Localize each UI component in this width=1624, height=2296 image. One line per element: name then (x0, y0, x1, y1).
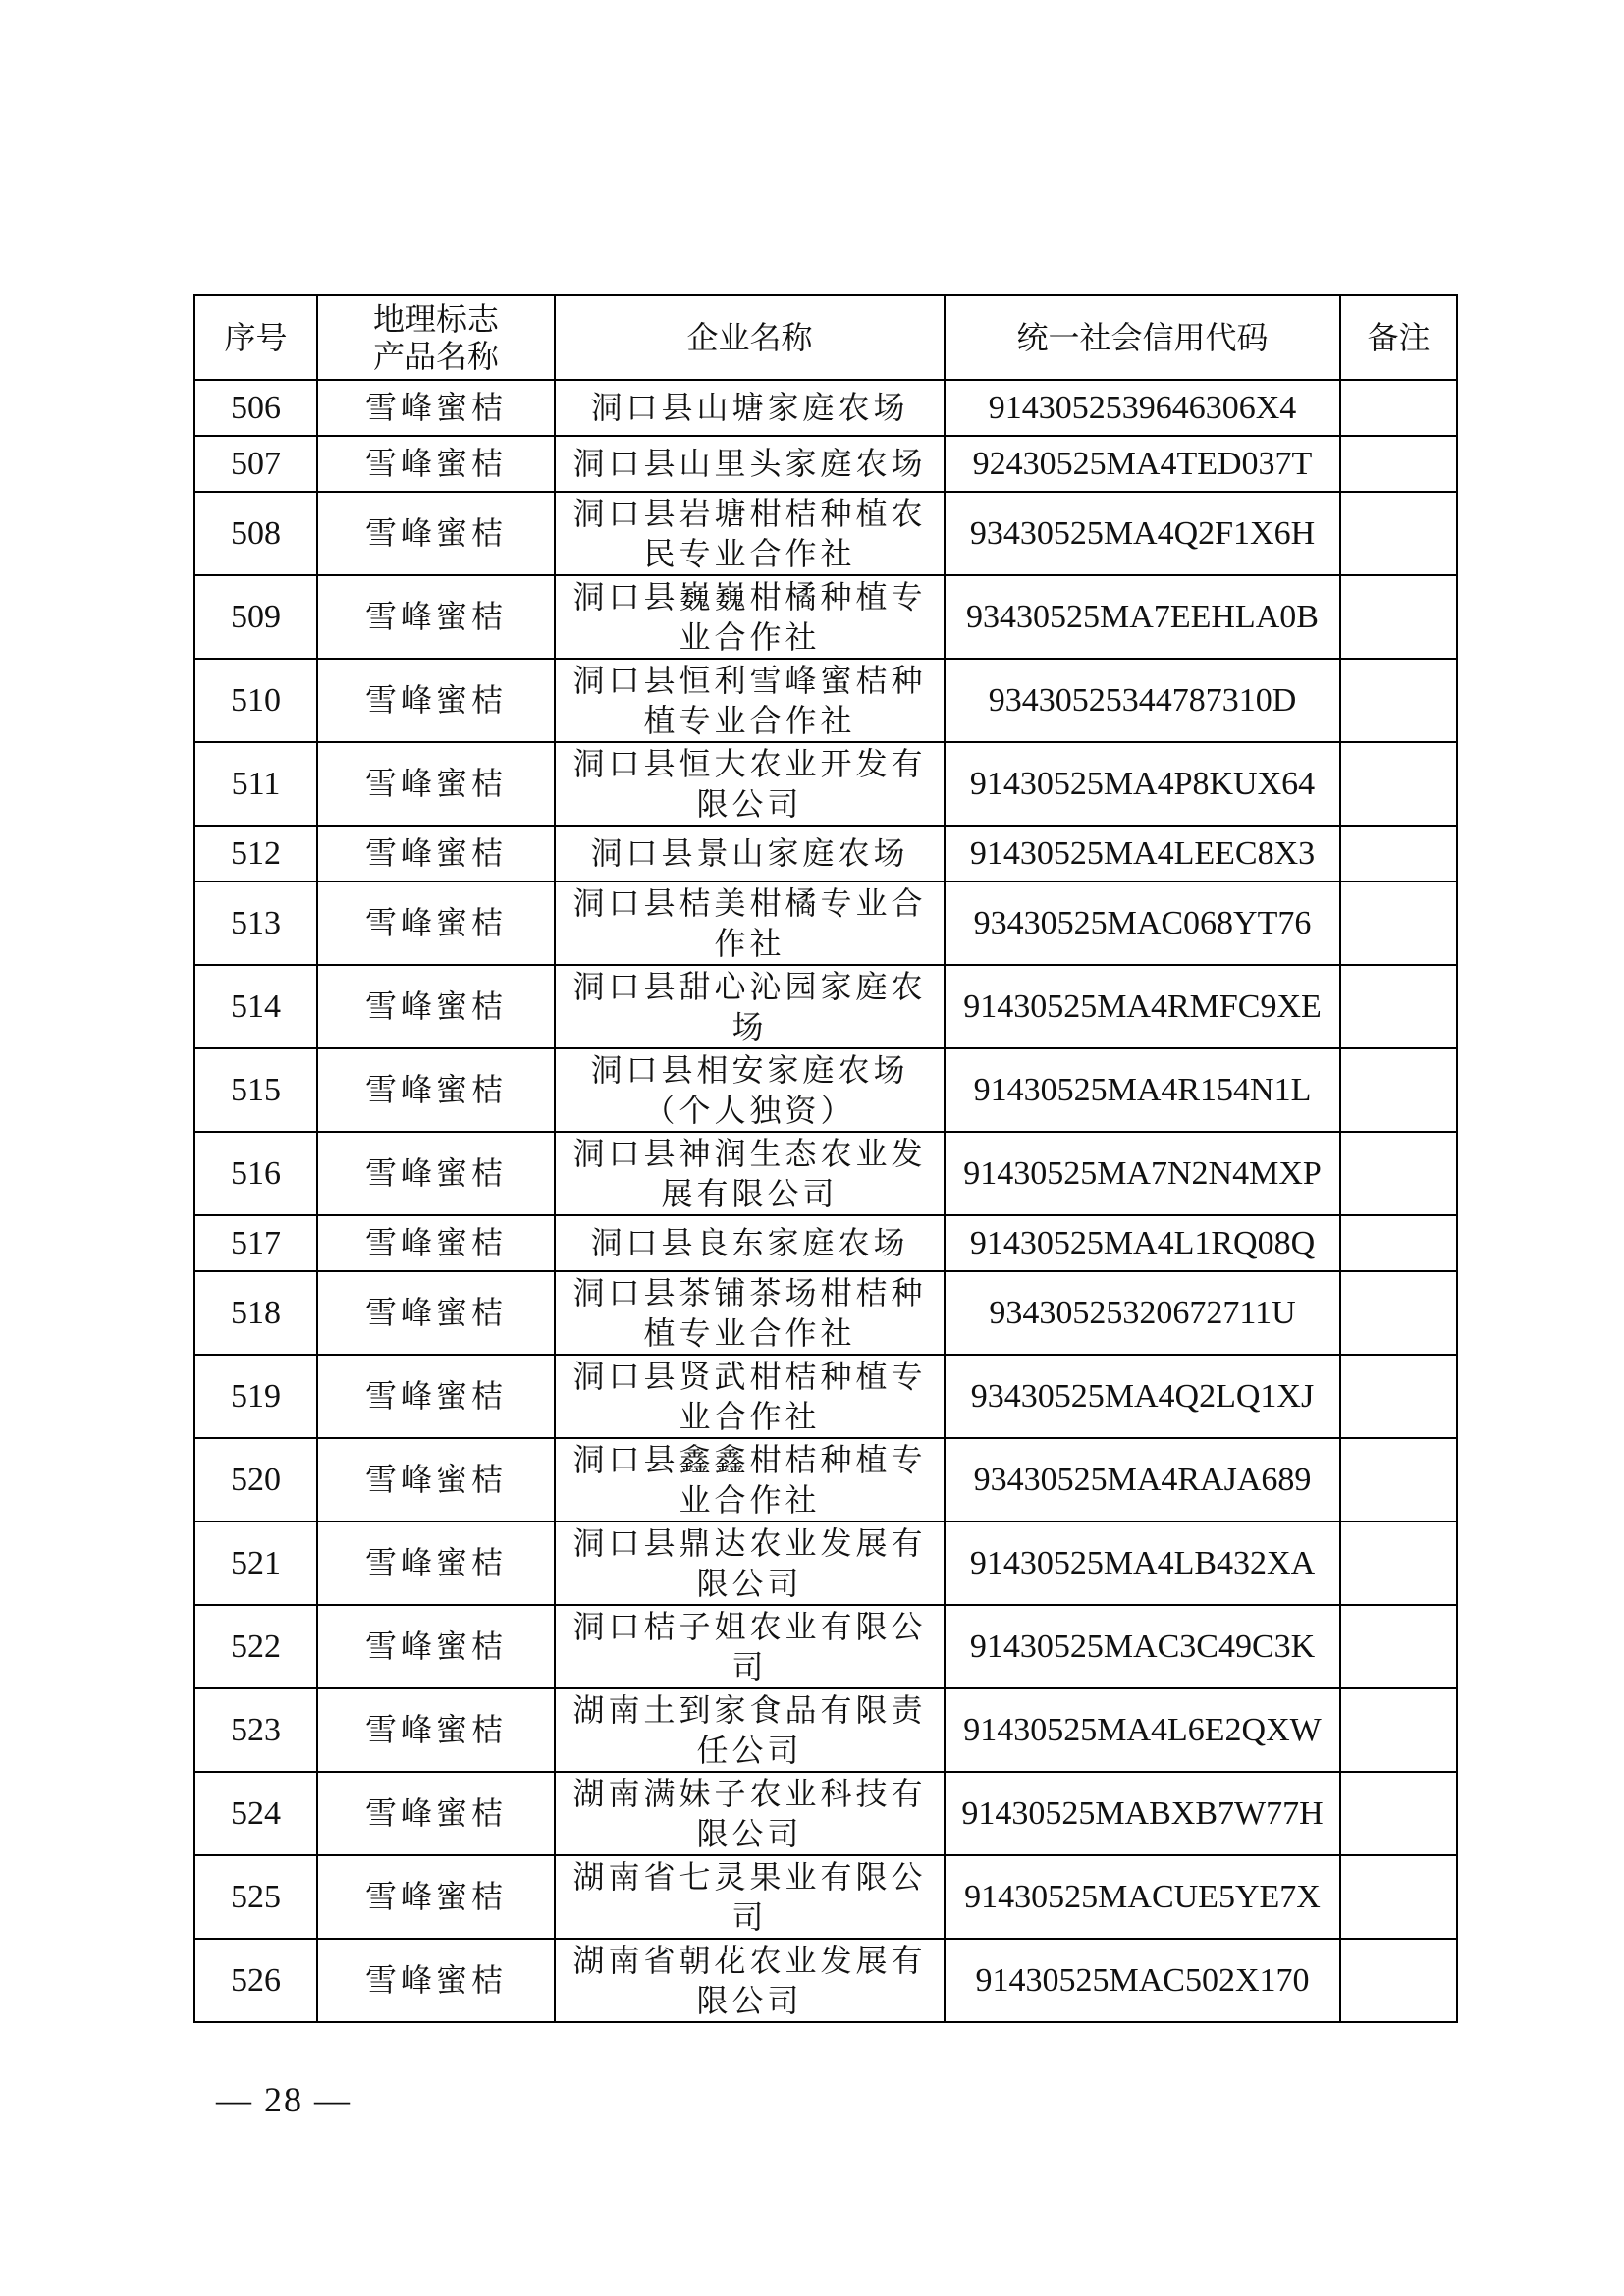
cell-company-name: 洞口县甜心沁园家庭农场 (555, 965, 945, 1048)
cell-remarks (1340, 1048, 1457, 1132)
cell-product-name: 雪峰蜜桔 (317, 1939, 555, 2022)
cell-company-name: 洞口县茶铺茶场柑桔种植专业合作社 (555, 1271, 945, 1355)
table-row (194, 575, 1457, 659)
cell-company-name: 洞口县贤武柑桔种植专业合作社 (555, 1355, 945, 1438)
cell-credit-code: 91430525MA4RMFC9XE (945, 965, 1340, 1048)
cell-remarks (1340, 659, 1457, 742)
cell-credit-code: 91430525MA4LEEC8X3 (945, 826, 1340, 881)
cell-serial-number: 510 (194, 659, 317, 742)
header-remarks: 备注 (1340, 295, 1457, 380)
table-row (194, 1132, 1457, 1215)
cell-company-name: 洞口县山里头家庭农场 (555, 436, 945, 492)
cell-serial-number: 525 (194, 1855, 317, 1939)
table-row (194, 1355, 1457, 1438)
cell-product-name: 雪峰蜜桔 (317, 1132, 555, 1215)
cell-credit-code: 91430525MA4L1RQ08Q (945, 1215, 1340, 1271)
cell-serial-number: 508 (194, 492, 317, 575)
cell-remarks (1340, 826, 1457, 881)
cell-remarks (1340, 436, 1457, 492)
cell-remarks (1340, 1522, 1457, 1605)
cell-remarks (1340, 881, 1457, 965)
cell-product-name: 雪峰蜜桔 (317, 436, 555, 492)
table-row (194, 1855, 1457, 1939)
cell-remarks (1340, 492, 1457, 575)
cell-credit-code: 91430525MAC3C49C3K (945, 1605, 1340, 1688)
table-row (194, 1271, 1457, 1355)
cell-product-name: 雪峰蜜桔 (317, 492, 555, 575)
cell-serial-number: 526 (194, 1939, 317, 2022)
cell-product-name: 雪峰蜜桔 (317, 1688, 555, 1772)
cell-serial-number: 520 (194, 1438, 317, 1522)
cell-product-name: 雪峰蜜桔 (317, 826, 555, 881)
table-row (194, 965, 1457, 1048)
cell-company-name: 洞口县桔美柑橘专业合作社 (555, 881, 945, 965)
cell-remarks (1340, 1215, 1457, 1271)
cell-company-name: 洞口县景山家庭农场 (555, 826, 945, 881)
cell-company-name: 洞口县鼎达农业发展有限公司 (555, 1522, 945, 1605)
cell-product-name: 雪峰蜜桔 (317, 575, 555, 659)
cell-product-name: 雪峰蜜桔 (317, 1271, 555, 1355)
table-row (194, 1605, 1457, 1688)
cell-credit-code: 91430525MA4R154N1L (945, 1048, 1340, 1132)
cell-remarks (1340, 1939, 1457, 2022)
table-row (194, 380, 1457, 436)
cell-credit-code: 91430525MAC502X170 (945, 1939, 1340, 2022)
cell-product-name: 雪峰蜜桔 (317, 1438, 555, 1522)
cell-credit-code: 93430525MA7EEHLA0B (945, 575, 1340, 659)
cell-product-name: 雪峰蜜桔 (317, 1605, 555, 1688)
cell-credit-code: 91430525MA4L6E2QXW (945, 1688, 1340, 1772)
table-row (194, 826, 1457, 881)
cell-credit-code: 93430525344787310D (945, 659, 1340, 742)
cell-credit-code: 91430525MA4LB432XA (945, 1522, 1340, 1605)
cell-serial-number: 524 (194, 1772, 317, 1855)
cell-serial-number: 506 (194, 380, 317, 436)
cell-serial-number: 513 (194, 881, 317, 965)
enterprise-table (193, 294, 1458, 2023)
cell-remarks (1340, 965, 1457, 1048)
table-row (194, 436, 1457, 492)
table-row (194, 1215, 1457, 1271)
cell-remarks (1340, 1271, 1457, 1355)
cell-product-name: 雪峰蜜桔 (317, 1855, 555, 1939)
cell-company-name: 洞口县相安家庭农场（个人独资） (555, 1048, 945, 1132)
cell-credit-code: 91430525MACUE5YE7X (945, 1855, 1340, 1939)
cell-remarks (1340, 1688, 1457, 1772)
cell-serial-number: 509 (194, 575, 317, 659)
header-company-name: 企业名称 (555, 295, 945, 380)
cell-serial-number: 512 (194, 826, 317, 881)
cell-remarks (1340, 742, 1457, 826)
cell-product-name: 雪峰蜜桔 (317, 881, 555, 965)
cell-remarks (1340, 1605, 1457, 1688)
header-serial-number: 序号 (194, 295, 317, 380)
cell-company-name: 洞口县恒利雪峰蜜桔种植专业合作社 (555, 659, 945, 742)
cell-product-name: 雪峰蜜桔 (317, 1048, 555, 1132)
header-credit-code: 统一社会信用代码 (945, 295, 1340, 380)
cell-credit-code: 91430525MA4P8KUX64 (945, 742, 1340, 826)
table-row (194, 1939, 1457, 2022)
cell-company-name: 洞口县神润生态农业发展有限公司 (555, 1132, 945, 1215)
cell-serial-number: 511 (194, 742, 317, 826)
cell-company-name: 湖南土到家食品有限责任公司 (555, 1688, 945, 1772)
cell-product-name: 雪峰蜜桔 (317, 1522, 555, 1605)
header-product-name: 地理标志 产品名称 (317, 295, 555, 380)
cell-company-name: 洞口县鑫鑫柑桔种植专业合作社 (555, 1438, 945, 1522)
table-row (194, 881, 1457, 965)
cell-product-name: 雪峰蜜桔 (317, 380, 555, 436)
cell-serial-number: 522 (194, 1605, 317, 1688)
cell-product-name: 雪峰蜜桔 (317, 1215, 555, 1271)
cell-company-name: 洞口县恒大农业开发有限公司 (555, 742, 945, 826)
cell-credit-code: 93430525MA4Q2F1X6H (945, 492, 1340, 575)
cell-remarks (1340, 1438, 1457, 1522)
cell-serial-number: 521 (194, 1522, 317, 1605)
cell-credit-code: 9143052539646306X4 (945, 380, 1340, 436)
cell-company-name: 洞口县山塘家庭农场 (555, 380, 945, 436)
table-row (194, 1438, 1457, 1522)
cell-remarks (1340, 1772, 1457, 1855)
cell-remarks (1340, 380, 1457, 436)
cell-serial-number: 514 (194, 965, 317, 1048)
cell-company-name: 湖南省朝花农业发展有限公司 (555, 1939, 945, 2022)
cell-company-name: 洞口桔子姐农业有限公司 (555, 1605, 945, 1688)
cell-remarks (1340, 1855, 1457, 1939)
cell-company-name: 湖南满妹子农业科技有限公司 (555, 1772, 945, 1855)
cell-remarks (1340, 1355, 1457, 1438)
cell-serial-number: 518 (194, 1271, 317, 1355)
cell-product-name: 雪峰蜜桔 (317, 659, 555, 742)
table-row (194, 1048, 1457, 1132)
page-number: — 28 — (216, 2080, 352, 2119)
table-header-row (194, 295, 1457, 380)
cell-serial-number: 507 (194, 436, 317, 492)
cell-company-name: 洞口县良东家庭农场 (555, 1215, 945, 1271)
cell-remarks (1340, 1132, 1457, 1215)
cell-serial-number: 517 (194, 1215, 317, 1271)
table-row (194, 742, 1457, 826)
cell-serial-number: 523 (194, 1688, 317, 1772)
table-row (194, 492, 1457, 575)
cell-company-name: 洞口县岩塘柑桔种植农民专业合作社 (555, 492, 945, 575)
cell-remarks (1340, 575, 1457, 659)
table-row (194, 1688, 1457, 1772)
cell-serial-number: 515 (194, 1048, 317, 1132)
cell-product-name: 雪峰蜜桔 (317, 1355, 555, 1438)
table-row (194, 1772, 1457, 1855)
cell-serial-number: 519 (194, 1355, 317, 1438)
cell-product-name: 雪峰蜜桔 (317, 742, 555, 826)
cell-serial-number: 516 (194, 1132, 317, 1215)
cell-credit-code: 93430525320672711U (945, 1271, 1340, 1355)
cell-credit-code: 93430525MAC068YT76 (945, 881, 1340, 965)
cell-credit-code: 93430525MA4Q2LQ1XJ (945, 1355, 1340, 1438)
table-row (194, 659, 1457, 742)
cell-credit-code: 92430525MA4TED037T (945, 436, 1340, 492)
cell-company-name: 洞口县巍巍柑橘种植专业合作社 (555, 575, 945, 659)
cell-product-name: 雪峰蜜桔 (317, 965, 555, 1048)
table-body (194, 380, 1457, 2022)
cell-credit-code: 93430525MA4RAJA689 (945, 1438, 1340, 1522)
table-row (194, 1522, 1457, 1605)
cell-product-name: 雪峰蜜桔 (317, 1772, 555, 1855)
cell-company-name: 湖南省七灵果业有限公司 (555, 1855, 945, 1939)
cell-credit-code: 91430525MA7N2N4MXP (945, 1132, 1340, 1215)
cell-credit-code: 91430525MABXB7W77H (945, 1772, 1340, 1855)
